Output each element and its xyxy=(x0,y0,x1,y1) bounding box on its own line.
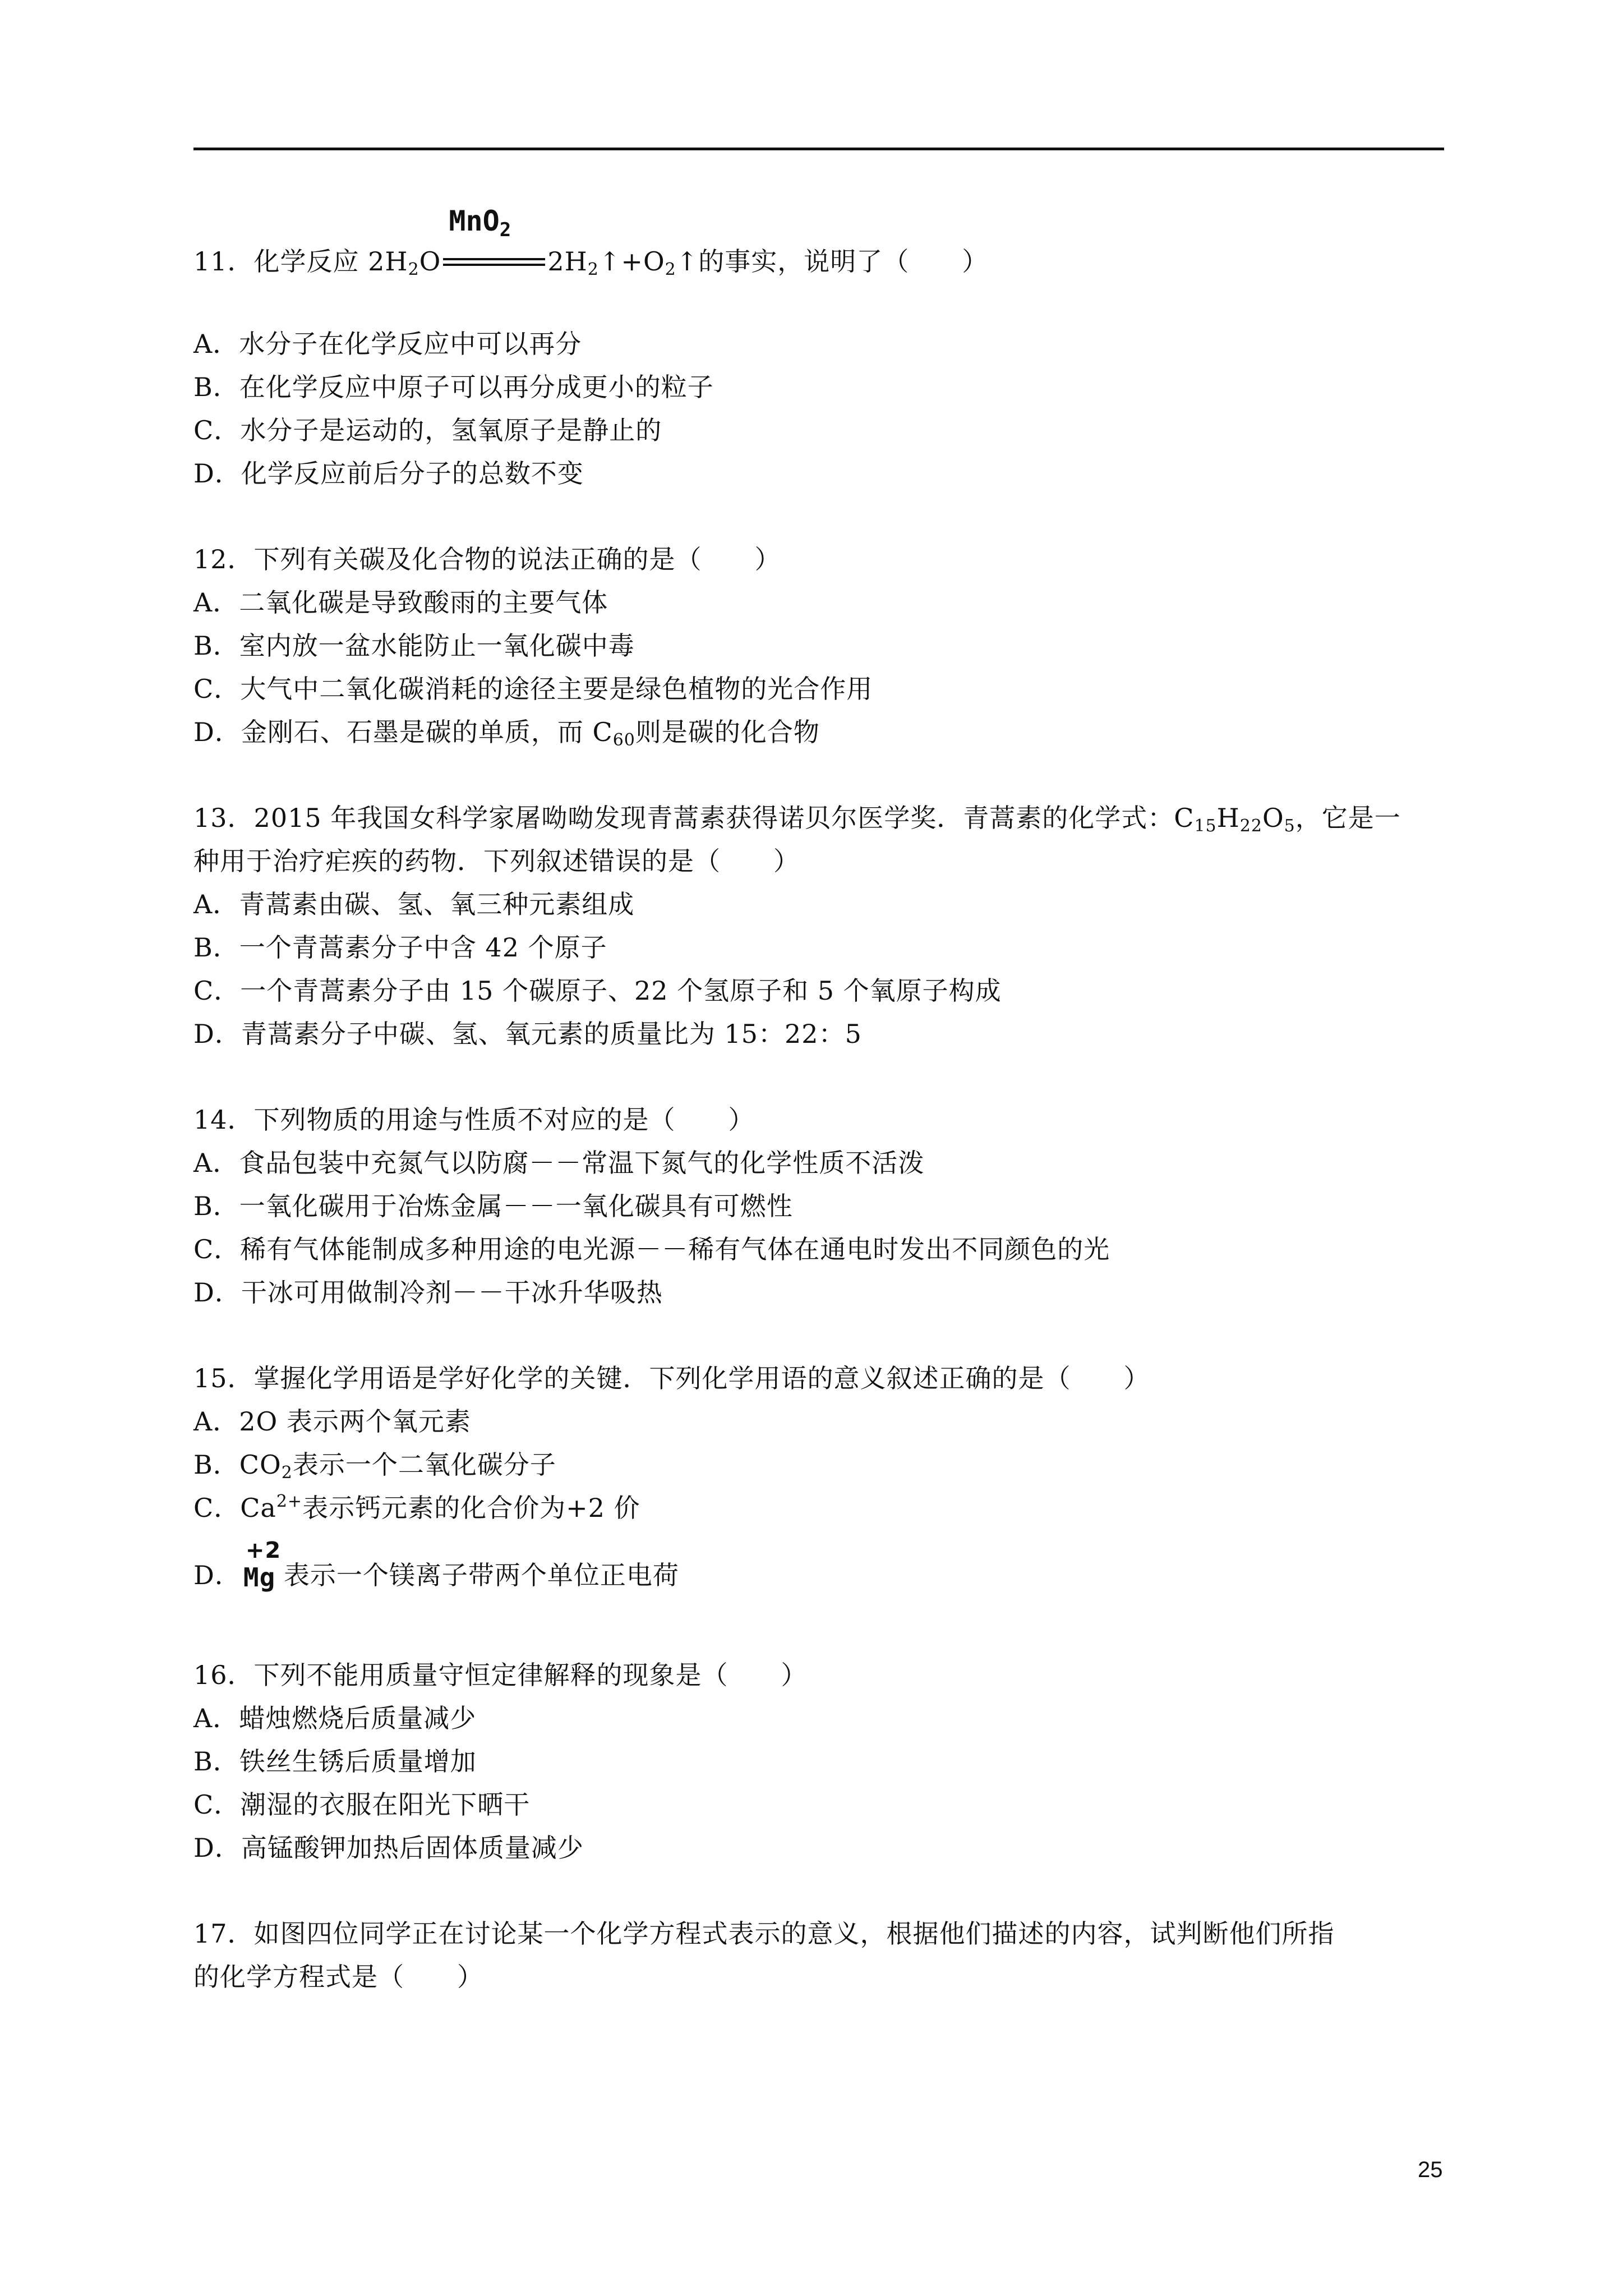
question-16-stem: 16．下列不能用质量守恒定律解释的现象是（ ） xyxy=(193,1660,808,1690)
question-12-option-b: B．室内放一盆水能防止一氧化碳中毒 xyxy=(193,631,635,661)
question-number: 17． xyxy=(193,1918,254,1949)
question-16-option-a: A．蜡烛燃烧后质量减少 xyxy=(193,1703,477,1733)
question-13-option-c: C．一个青蒿素分子由 15 个碳原子、22 个氢原子和 5 个氧原子构成 xyxy=(193,976,1002,1006)
question-12-option-a: A．二氧化碳是导致酸雨的主要气体 xyxy=(193,587,608,618)
question-13-option-b: B．一个青蒿素分子中含 42 个原子 xyxy=(193,932,607,963)
question-11-option-d: D．化学反应前后分子的总数不变 xyxy=(193,458,584,489)
question-14-stem: 14．下列物质的用途与性质不对应的是（ ） xyxy=(193,1105,755,1135)
question-number: 15． xyxy=(193,1363,254,1393)
question-14-option-a: A．食品包装中充氮气以防腐－－常温下氮气的化学性质不活泼 xyxy=(193,1148,925,1178)
question-15-option-d: D． +2 Mg 表示一个镁离子带两个单位正电荷 xyxy=(193,1538,679,1593)
question-number: 11． xyxy=(193,246,254,277)
question-15-option-a: A．2O 表示两个氧元素 xyxy=(193,1406,471,1437)
question-11-option-b: B．在化学反应中原子可以再分成更小的粒子 xyxy=(193,372,714,402)
question-number: 12． xyxy=(193,544,254,574)
question-17-stem-line-1: 17．如图四位同学正在讨论某一个化学方程式表示的意义，根据他们描述的内容，试判断他们所指 xyxy=(193,1918,1335,1949)
question-15-option-b: B．$CO_2$表示一个二氧化碳分子 xyxy=(193,1450,556,1483)
question-15-option-c: C．$Ca^{2+}$表示钙元素的化合价为+2 价 xyxy=(193,1492,640,1523)
question-14-option-c: C．稀有气体能制成多种用途的电光源－－稀有气体在通电时发出不同颜色的光 xyxy=(193,1234,1110,1264)
page-number: 25 xyxy=(1418,2157,1443,2182)
question-14-option-b: B．一氧化碳用于冶炼金属－－一氧化碳具有可燃性 xyxy=(193,1191,793,1221)
question-11-option-a: A．水分子在化学反应中可以再分 xyxy=(193,329,582,359)
question-17-stem-line-2: 的化学方程式是（ ） xyxy=(193,1962,483,1992)
question-13-option-d: D．青蒿素分子中碳、氢、氧元素的质量比为 15：22：5 xyxy=(193,1019,862,1049)
catalyst-label: MnO$_2$ xyxy=(449,205,511,241)
question-12-option-d: D．金刚石、石墨是碳的单质，而 $C_{60}$则是碳的化合物 xyxy=(193,717,820,750)
question-16-option-d: D．高锰酸钾加热后固体质量减少 xyxy=(193,1833,584,1863)
question-16-option-c: C．潮湿的衣服在阳光下晒干 xyxy=(193,1789,531,1820)
magnesium-valence-symbol: +2 Mg xyxy=(243,1538,282,1593)
question-number: 16． xyxy=(193,1660,254,1690)
question-11-option-c: C．水分子是运动的，氢氧原子是静止的 xyxy=(193,415,662,445)
question-12-stem: 12．下列有关碳及化合物的说法正确的是（ ） xyxy=(193,544,781,574)
question-15-stem: 15．掌握化学用语是学好化学的关键．下列化学用语的意义叙述正确的是（ ） xyxy=(193,1363,1150,1393)
header-rule xyxy=(193,148,1444,150)
question-number: 13． xyxy=(193,803,254,833)
question-number: 14． xyxy=(193,1105,254,1135)
question-11-stem: 11．化学反应 $2H_2O$ MnO$_2$ $2H_2↑+O_2↑$的事实，说明了（ ） xyxy=(193,205,989,279)
question-14-option-d: D．干冰可用做制冷剂－－干冰升华吸热 xyxy=(193,1277,663,1308)
question-13-stem-line-1: 13．2015 年我国女科学家屠呦呦发现青蒿素获得诺贝尔医学奖．青蒿素的化学式：$C_{15}H_{22}O_5$，它是一 xyxy=(193,803,1401,836)
question-13-stem-line-2: 种用于治疗疟疾的药物．下列叙述错误的是（ ） xyxy=(193,846,800,876)
question-12-option-c: C．大气中二氧化碳消耗的途径主要是绿色植物的光合作用 xyxy=(193,674,873,704)
question-16-option-b: B．铁丝生锈后质量增加 xyxy=(193,1746,477,1777)
question-13-option-a: A．青蒿素由碳、氢、氧三种元素组成 xyxy=(193,889,635,919)
reaction-condition-arrow xyxy=(441,205,547,277)
